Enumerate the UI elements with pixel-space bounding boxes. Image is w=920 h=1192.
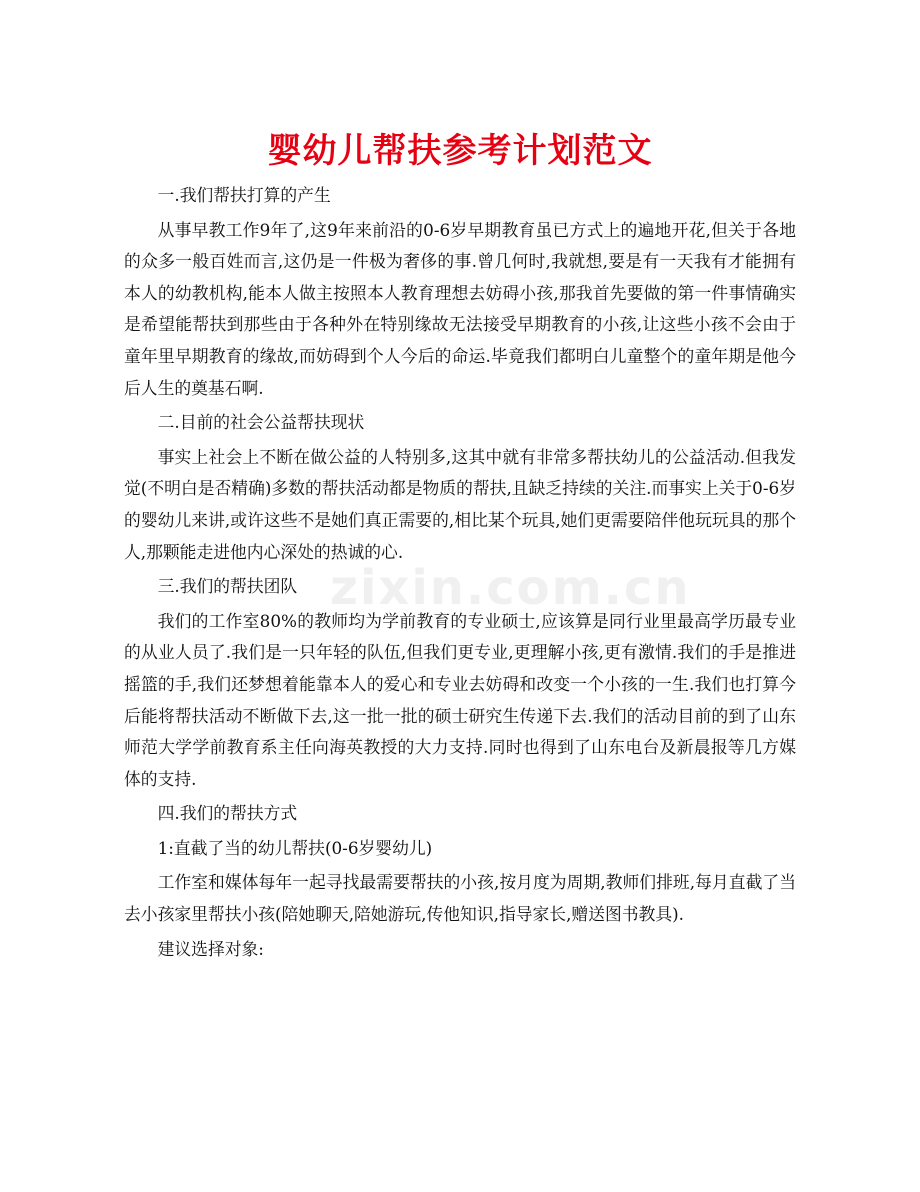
paragraph-3: 我们的工作室80%的教师均为学前教育的专业硕士,应该算是同行业里最高学历最专业的从业人员了.我们是一只年轻的队伍,但我们更专业,更理解小孩,更有激情.我们的手是推进摇篮的手,我们还梦想着能靠本人的爱心和专业去妨碍和改变一个小孩的一生.我们也打算今后能将帮扶活动不断做下去,这一批一批的硕士研究生传递下去.我们的活动目前的到了山东师范大学学前教育系主任向海英教授的大力支持.同时也得到了山东电台及新晨报等几方媒体的支持. bbox=[124, 610, 796, 789]
section-heading-2: 二.目前的社会公益帮扶现状 bbox=[157, 412, 365, 433]
paragraph-2: 事实上社会上不断在做公益的人特别多,这其中就有非常多帮扶幼儿的公益活动.但我发觉(不明白是否精确)多数的帮扶活动都是物质的帮扶,且缺乏持续的关注.而事实上关于0-6岁的婴幼儿来讲,或许这些不是她们真正需要的,相比某个玩具,她们更需要陪伴他玩玩具的那个人,那颗能走进他内心深处的热诚的心. bbox=[124, 446, 796, 562]
section-heading-1: 一.我们帮扶打算的产生 bbox=[157, 185, 331, 205]
paragraph-4: 工作室和媒体每年一起寻找最需要帮扶的小孩,按月度为周期,教师们排班,每月直截了当去小孩家里帮扶小孩(陪她聊天,陪她游玩,传他知识,指导家长,赠送图书教具). bbox=[124, 872, 796, 925]
paragraph-1: 从事早教工作9年了,这9年来前沿的0-6岁早期教育虽已方式上的遍地开花,但关于各地的众多一般百姓而言,这仍是一件极为奢侈的事.曾几何时,我就想,要是有一天我有才能拥有本人的幼教机构,能本人做主按照本人教育理想去妨碍小孩,那我首先要做的第一件事情确实是希望能帮扶到那些由于各种外在特别缘故无法接受早期教育的小孩,让这些小孩不会由于童年里早期教育的缘故,而妨碍到个人今后的命运.毕竟我们都明白儿童整个的童年期是他今后人生的奠基石啊. bbox=[124, 219, 796, 398]
section-heading-4: 四.我们的帮扶方式 bbox=[157, 803, 298, 824]
watermark: zixin.com.cn bbox=[330, 560, 691, 616]
document-title: 婴幼儿帮扶参考计划范文 bbox=[267, 131, 653, 171]
document-body bbox=[124, 180, 796, 968]
section-heading-3: 三.我们的帮扶团队 bbox=[157, 576, 298, 597]
subsection-heading-2: 建议选择对象: bbox=[157, 938, 264, 959]
subsection-heading-1: 1:直截了当的幼儿帮扶(0-6岁婴幼儿) bbox=[157, 837, 433, 858]
